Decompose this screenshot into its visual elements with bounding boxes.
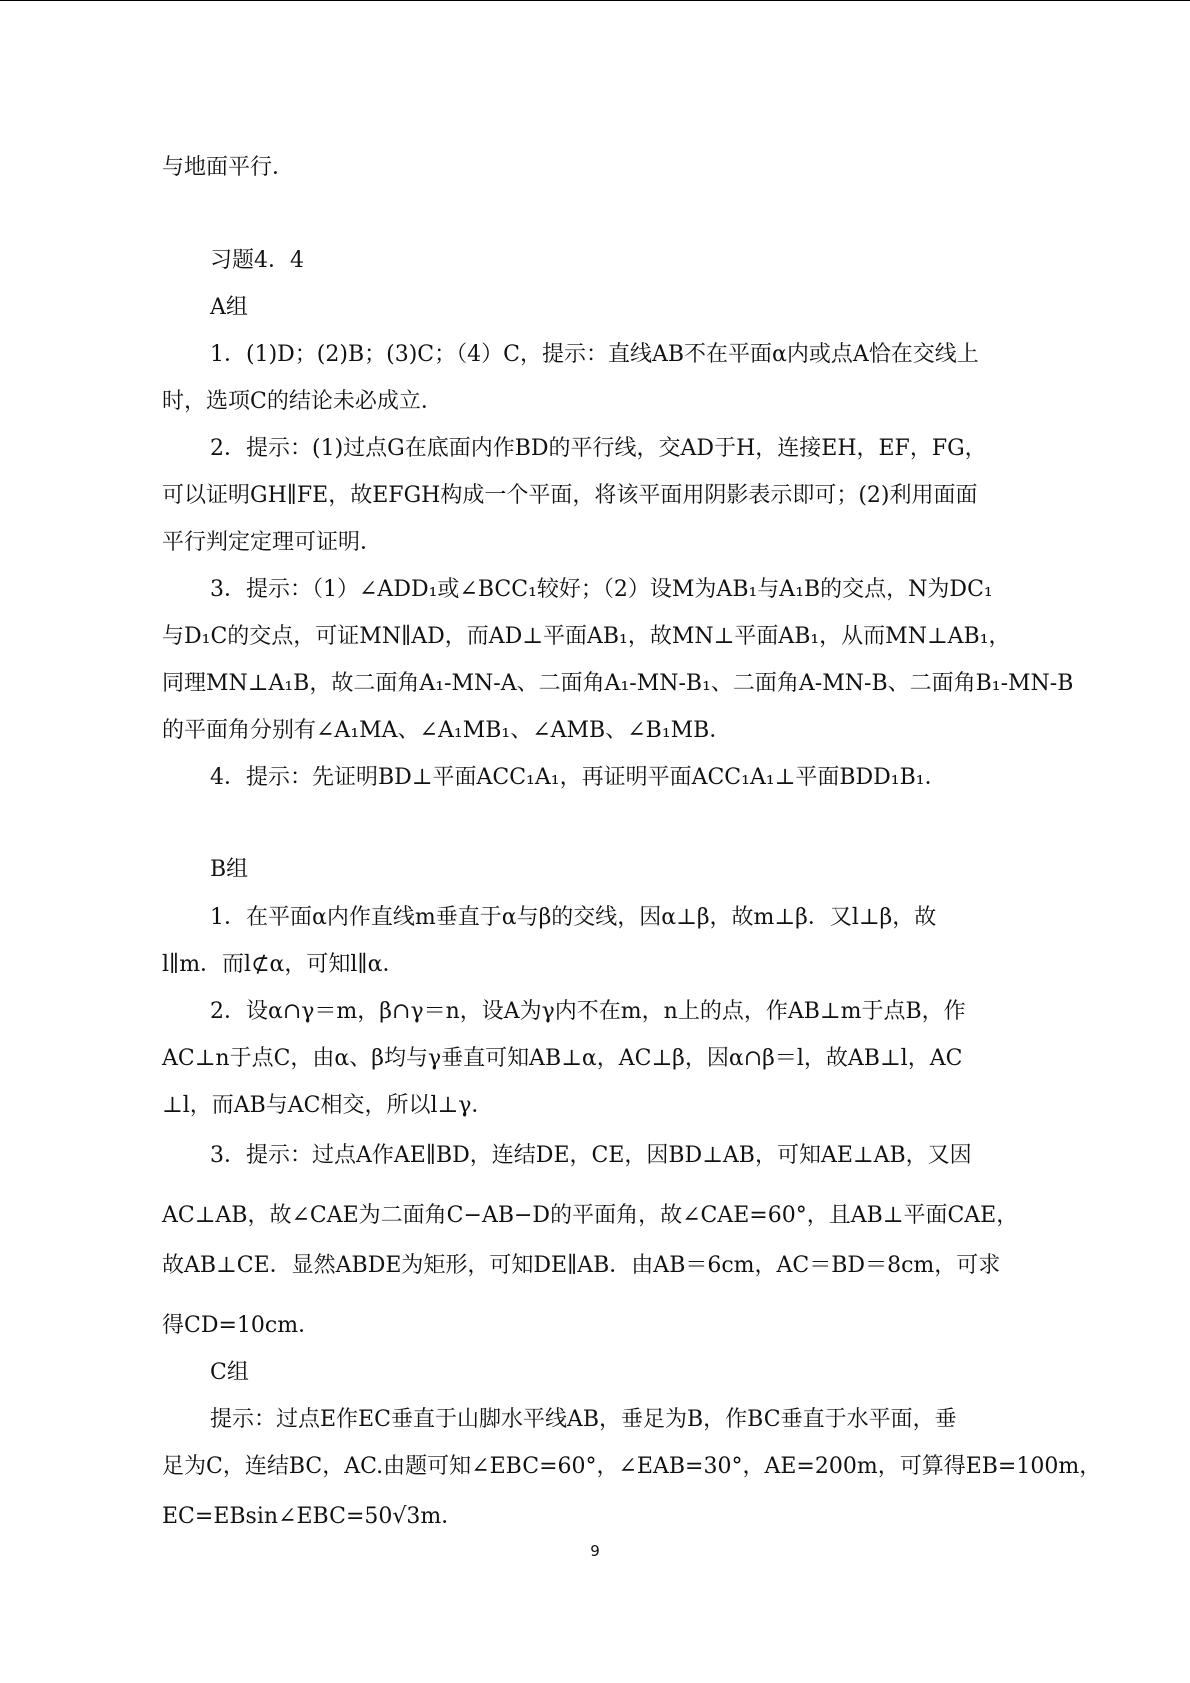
group-heading: A组	[210, 295, 248, 320]
text-line: 提示：过点E作EC垂直于山脚水平线AB，垂足为B，作BC垂直于水平面，垂	[210, 1407, 957, 1432]
text-line: 与地面平行．	[162, 155, 295, 180]
text-line: ⊥l，而AB与AC相交，所以l⊥γ．	[162, 1093, 494, 1118]
text-line: EC=EBsin∠EBC=50√3m．	[162, 1504, 464, 1529]
group-heading: C组	[210, 1360, 249, 1385]
text-line: l∥m．而l⊄α，可知l∥α．	[162, 952, 405, 977]
text-line: 足为C，连结BC，AC.由题可知∠EBC=60°，∠EAB=30°，AE=200m，可算得EB=100m，	[162, 1454, 1102, 1479]
text-line: 4．提示：先证明BD⊥平面ACC₁A₁，再证明平面ACC₁A₁⊥平面BDD₁B₁．	[210, 765, 947, 790]
section-heading: 习题4．4	[210, 248, 304, 273]
text-line: 2．提示：(1)过点G在底面内作BD的平行线，交AD于H，连接EH，EF，FG，	[210, 436, 987, 461]
text-line: 3．提示：过点A作AE∥BD，连结DE，CE，因BD⊥AB，可知AE⊥AB，又因	[210, 1143, 972, 1168]
text-line: 可以证明GH∥FE，故EFGH构成一个平面，将该平面用阴影表示即可；(2)利用面面	[162, 483, 978, 508]
text-line: AC⊥AB，故∠CAE为二面角C−AB−D的平面角，故∠CAE=60°，且AB⊥平面CAE，	[162, 1203, 1019, 1228]
text-line: 同理MN⊥A₁B，故二面角A₁-MN-A、二面角A₁-MN-B₁、二面角A-MN-B、二面角B₁-MN-B	[162, 671, 1074, 696]
page-number: 9	[590, 1542, 600, 1560]
text-line: AC⊥n于点C，由α、β均与γ垂直可知AB⊥α，AC⊥β，因α∩β＝l，故AB⊥l，AC	[162, 1046, 963, 1071]
text-line: 1．在平面α内作直线m垂直于α与β的交线，因α⊥β，故m⊥β．又l⊥β，故	[210, 905, 937, 930]
text-line: 3．提示：（1）∠ADD₁或∠BCC₁较好；（2）设M为AB₁与A₁B的交点，N为DC₁	[210, 577, 993, 602]
top-border	[0, 0, 1190, 1]
text-line: 平行判定定理可证明．	[162, 530, 383, 555]
text-line: 时，选项C的结论未必成立．	[162, 389, 443, 414]
text-line: 1．(1)D；(2)B；(3)C；（4）C，提示：直线AB不在平面α内或点A恰在交线上	[210, 342, 979, 367]
text-line: 得CD=10cm．	[162, 1313, 321, 1338]
text-line: 故AB⊥CE．显然ABDE为矩形，可知DE∥AB．由AB＝6cm，AC＝BD＝8cm，可求	[162, 1253, 1001, 1278]
text-line: 的平面角分别有∠A₁MA、∠A₁MB₁、∠AMB、∠B₁MB．	[162, 718, 732, 743]
text-line: 与D₁C的交点，可证MN∥AD，而AD⊥平面AB₁，故MN⊥平面AB₁，从而MN⊥AB₁，	[162, 624, 1011, 649]
text-line: 2．设α∩γ＝m，β∩γ＝n，设A为γ内不在m，n上的点，作AB⊥m于点B，作	[210, 999, 966, 1024]
group-heading: B组	[210, 857, 249, 882]
